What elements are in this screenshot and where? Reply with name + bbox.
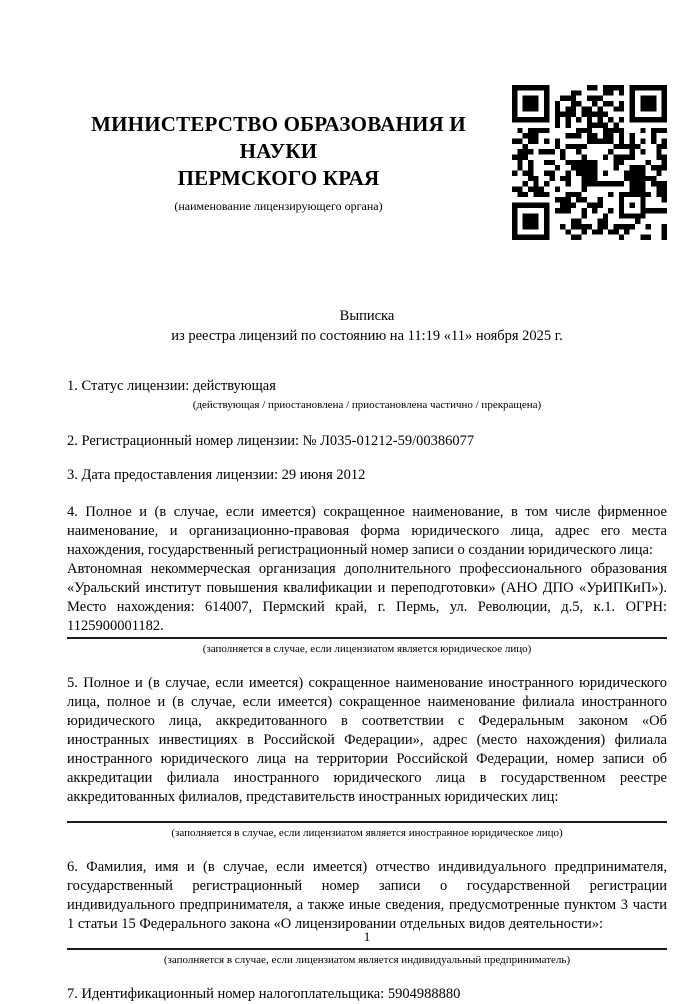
item-license-status: 1. Статус лицензии: действующая [67, 378, 276, 394]
licensing-authority-block [67, 111, 512, 214]
individual-entrepreneur-underline [67, 948, 667, 950]
item-grant-date: 3. Дата предоставления лицензии: 29 июня 2012 [67, 467, 366, 483]
item-legal-entity-label: 4. Полное и (в случае, если имеется) сокращенное наименование, в том числе фирменное наименование, и организационно-правовая форма юридического лица, адрес его места нахождения, государственный регистрационный номер записи о создании юридического лица: [67, 504, 667, 558]
item-registration-number: 2. Регистрационный номер лицензии: № Л035-01212-59/00386077 [67, 433, 475, 449]
item-foreign-entity-caption: (заполняется в случае, если лицензиатом является иностранное юридическое лицо) [171, 827, 563, 839]
page-number: 1 [363, 929, 371, 944]
item-legal-entity-caption: (заполняется в случае, если лицензиатом является юридическое лицо) [202, 643, 532, 655]
item-individual-entrepreneur-caption: (заполняется в случае, если лицензиатом является индивидуальный предприниматель) [163, 954, 571, 966]
document-title [67, 306, 667, 346]
item-foreign-entity-label: 5. Полное и (в случае, если имеется) сокращенное наименование иностранного юридического лица, полное и (в случае, если имеется) сокращенное наименование филиала иностранного юридического лица, аккредитованного в соответствии с Федеральным законом «Об иностранных инвестициях в Российской Федерации», адрес (место нахождения) филиала иностранного юридического лица на территории Российской Федерации, номер записи об аккредитации филиала иностранного юридического лица в государственном реестре аккредитованных филиалов, представительств иностранных юридических лиц: [67, 675, 667, 805]
item-legal-entity-value: Автономная некоммерческая организация дополнительного профессионального образования «Уральский институт повышения квалификации и переподготовки» (АНО ДПО «УрИПКиП»). Место нахождения: 614007, Пермский край, г. Пермь, ул. Революции, д.5, к.1. ОГРН: 1125900001182. [67, 561, 667, 634]
legal-entity-underline [67, 637, 667, 639]
document-title-line1: Выписка [339, 308, 395, 324]
foreign-entity-underline [67, 821, 667, 823]
ministry-name-line2: ПЕРМСКОГО КРАЯ [177, 166, 380, 190]
item-individual-entrepreneur-label: 6. Фамилия, имя и (в случае, если имеется) отчество индивидуального предпринимателя, государственный регистрационный номер записи о государственной регистрации индивидуального предпринимателя, а также иные сведения, предусмотренные пунктом 3 части 1 статьи 15 Федерального закона «О лицензировании отдельных видов деятельности»: [67, 859, 667, 932]
document-header [67, 85, 667, 240]
ministry-caption: (наименование лицензирующего органа) [174, 199, 383, 213]
qr-code-icon [512, 85, 667, 240]
document-title-line2: из реестра лицензий по состоянию на 11:19 «11» ноября 2025 г. [171, 328, 563, 344]
item-taxpayer-number: 7. Идентификационный номер налогоплательщика: 5904988880 [67, 986, 461, 1002]
item-license-status-caption: (действующая / приостановлена / приостановлена частично / прекращена) [192, 399, 542, 411]
ministry-name-line1: МИНИСТЕРСТВО ОБРАЗОВАНИЯ И НАУКИ [91, 112, 466, 163]
